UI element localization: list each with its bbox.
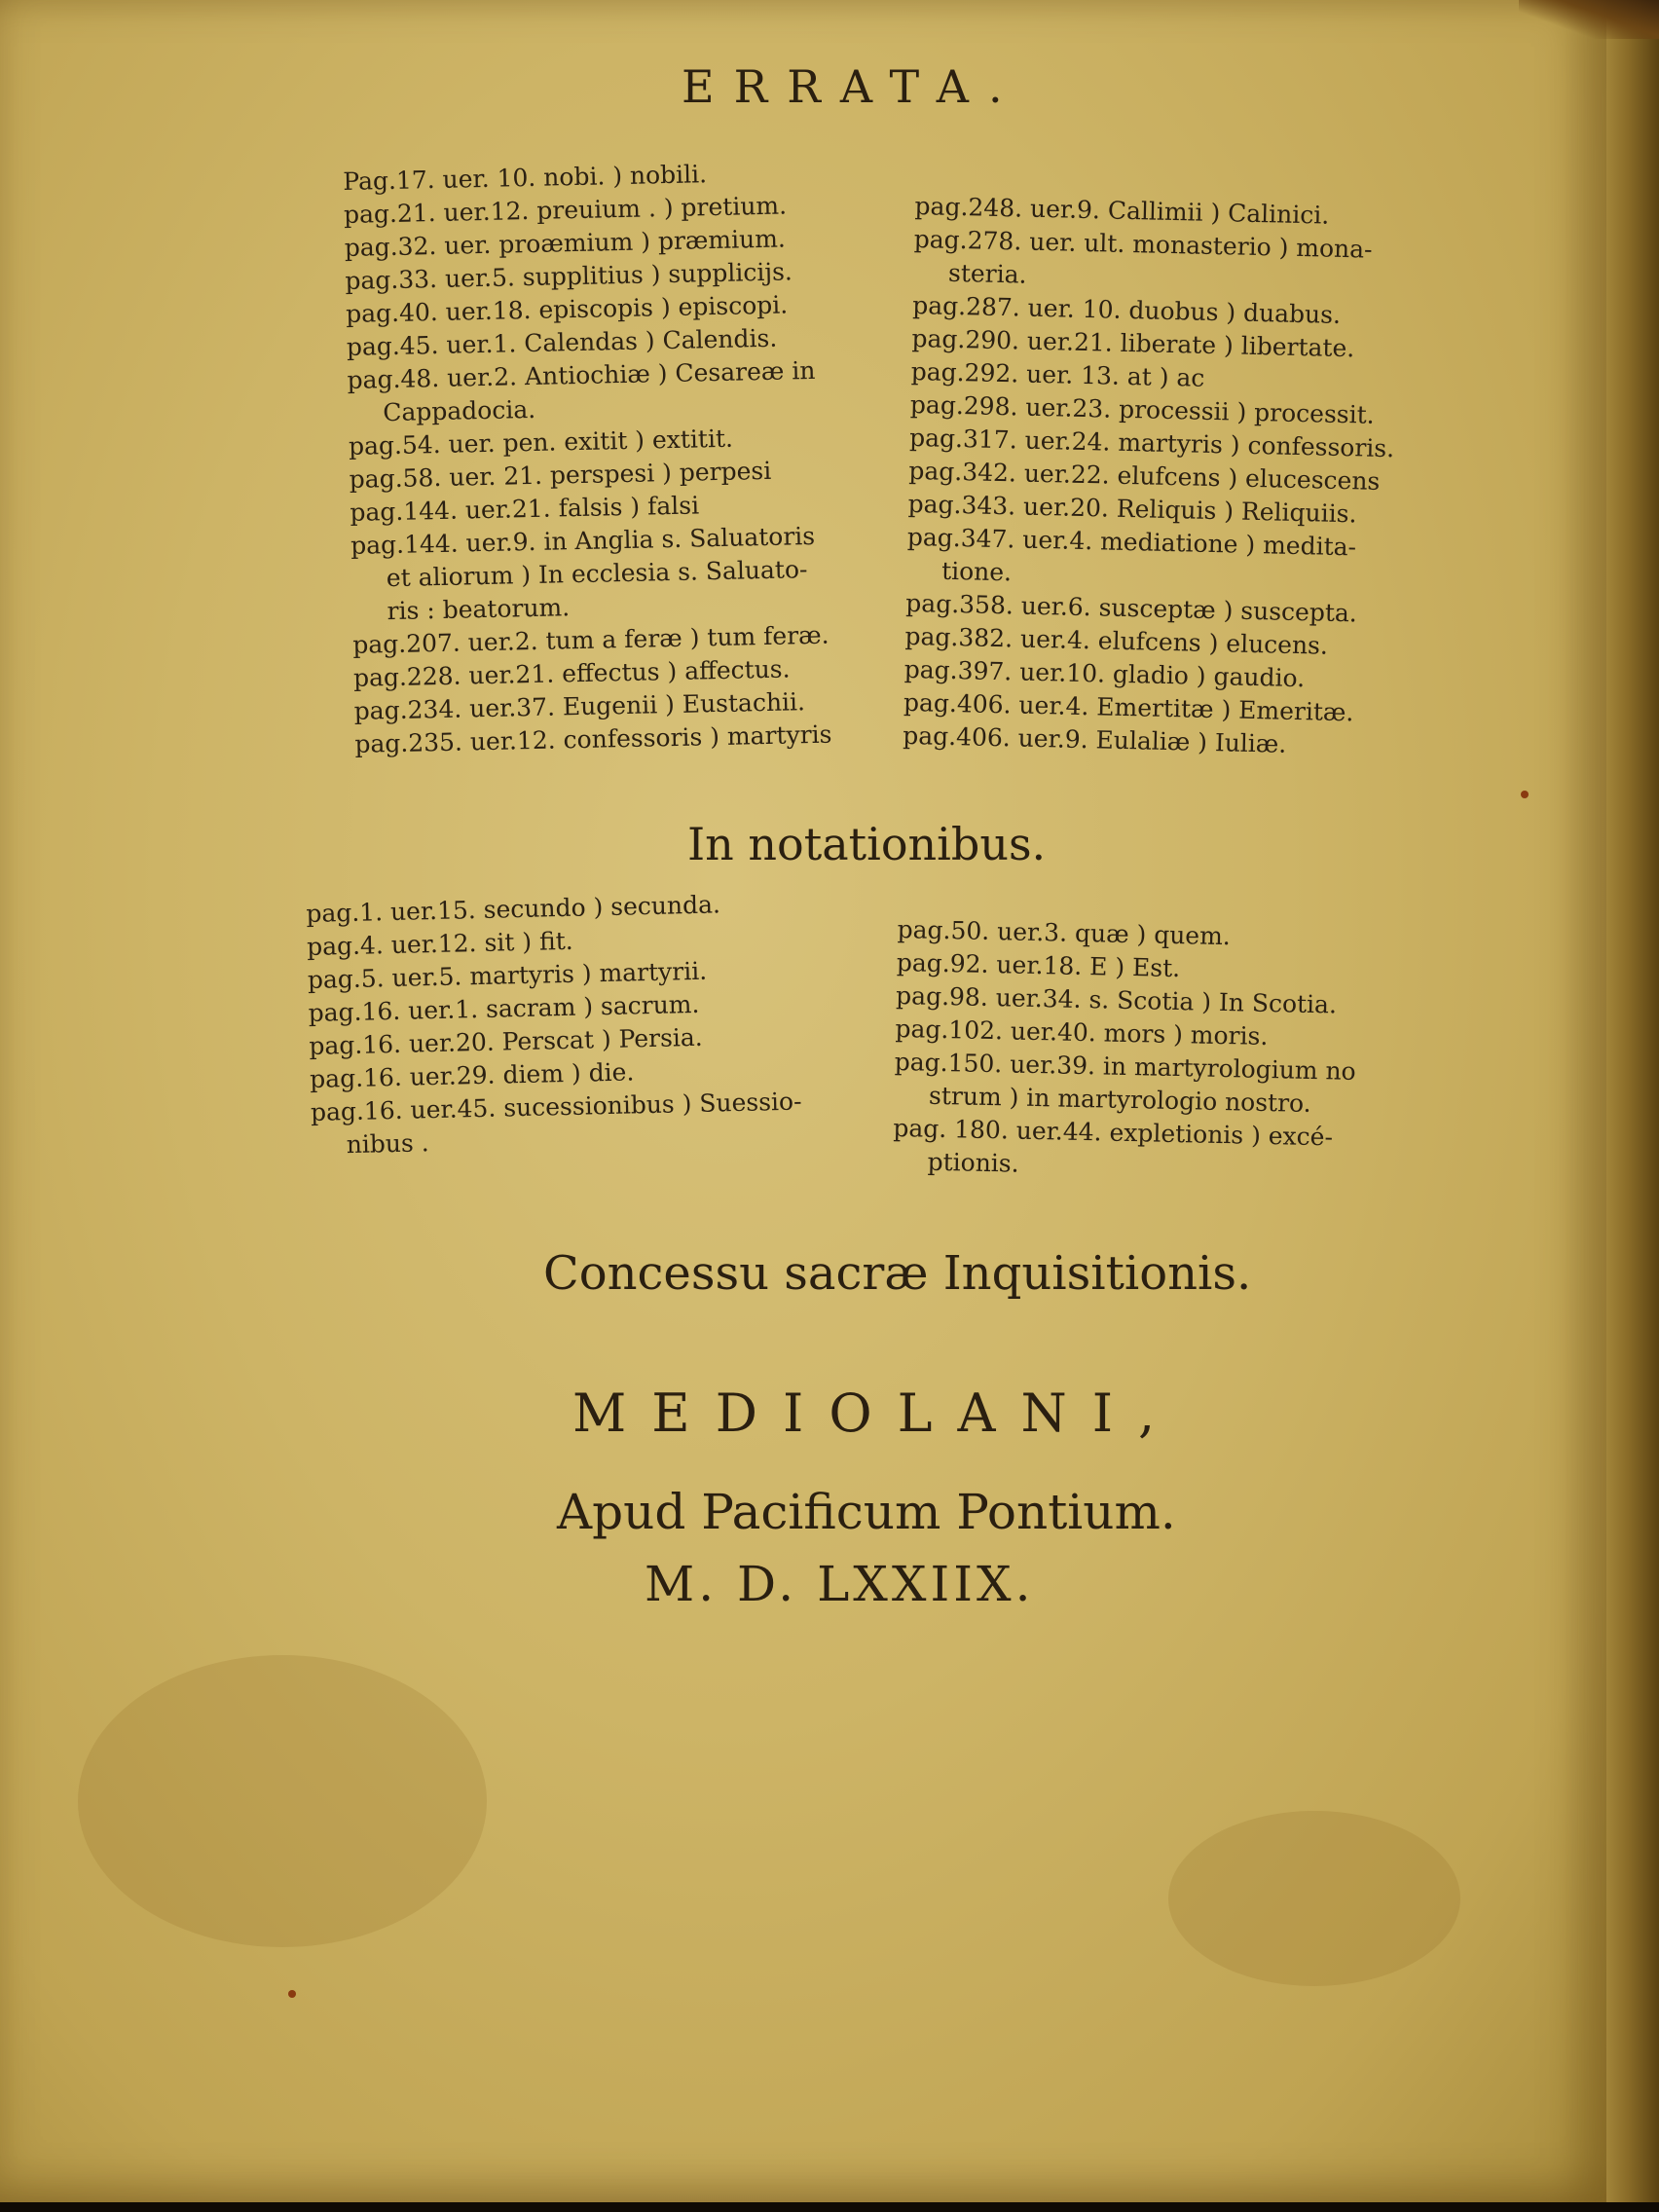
ink-spot	[1521, 791, 1529, 798]
notes-subheading: In notationibus.	[687, 818, 1047, 870]
erratum-entry: pag.16. uer.29. diem ) die.	[309, 1057, 635, 1093]
erratum-entry: pag.54. uer. pen. exitit ) extitit.	[348, 424, 734, 461]
erratum-continuation: nibus .	[346, 1128, 430, 1160]
erratum-entry: pag. 180. uer.44. expletionis ) excé-	[893, 1113, 1334, 1152]
erratum-continuation: et aliorum ) In ecclesia s. Saluato-	[386, 555, 808, 593]
erratum-entry: pag.290. uer.21. liberate ) libertate.	[911, 323, 1355, 363]
errata-right-column	[903, 190, 1499, 765]
erratum-entry: pag.98. uer.34. s. Scotia ) In Scotia.	[895, 980, 1338, 1019]
erratum-entry: pag.287. uer. 10. duobus ) duabus.	[911, 290, 1342, 329]
erratum-entry: pag.406. uer.9. Eulaliæ ) Iuliæ.	[902, 720, 1287, 758]
erratum-entry: pag.342. uer.22. elufcens ) elucescens	[908, 456, 1381, 496]
erratum-entry: Pag.17. uer. 10. nobi. ) nobili.	[343, 160, 708, 196]
erratum-entry: pag.4. uer.12. sit ) fit.	[306, 926, 574, 961]
erratum-entry: pag.144. uer.21. falsis ) falsi	[350, 491, 700, 527]
erratum-entry: pag.278. uer. ult. monasterio ) mona-	[913, 224, 1373, 264]
erratum-entry: pag.40. uer.18. episcopis ) episcopi.	[345, 290, 789, 328]
erratum-entry: pag.235. uer.12. confessoris ) martyris	[354, 719, 832, 758]
page-corner	[1519, 0, 1659, 39]
erratum-continuation: tione.	[940, 556, 1013, 587]
erratum-entry: pag.50. uer.3. quæ ) quem.	[897, 914, 1232, 951]
erratum-entry: pag.92. uer.18. E ) Est.	[896, 947, 1181, 983]
water-stain	[1168, 1811, 1460, 1986]
erratum-entry: pag.16. uer.45. sucessionibus ) Suessio-	[310, 1087, 802, 1126]
erratum-entry: pag.45. uer.1. Calendas ) Calendis.	[346, 323, 778, 361]
erratum-entry: pag.292. uer. 13. at ) ac	[910, 356, 1205, 392]
erratum-entry: pag.58. uer. 21. perspesi ) perpesi	[349, 456, 772, 494]
ink-spot	[288, 1990, 296, 1998]
errata-heading: ERRATA.	[682, 60, 1022, 113]
erratum-entry: pag.33. uer.5. supplitius ) supplicijs.	[345, 257, 793, 295]
notes-left-column	[306, 885, 876, 1162]
erratum-entry: pag.32. uer. proæmium ) præmium.	[344, 224, 787, 262]
erratum-continuation: ptionis.	[927, 1147, 1019, 1178]
erratum-entry: pag.347. uer.4. mediatione ) medita-	[906, 522, 1357, 562]
water-stain	[78, 1655, 487, 1947]
page-bottom-shadow	[0, 2202, 1659, 2212]
erratum-entry: pag.5. uer.5. martyris ) martyrii.	[307, 956, 708, 994]
erratum-entry: pag.16. uer.1. sacram ) sacrum.	[308, 989, 700, 1027]
erratum-continuation: steria.	[947, 258, 1027, 289]
erratum-entry: pag.228. uer.21. effectus ) affectus.	[352, 654, 791, 692]
page-edge	[1606, 0, 1659, 2202]
erratum-entry: pag.48. uer.2. Antiochiæ ) Cesareæ in	[347, 355, 816, 394]
erratum-entry: pag.207. uer.2. tum a feræ ) tum feræ.	[352, 620, 830, 659]
erratum-entry: pag.406. uer.4. Emertitæ ) Emeritæ.	[903, 687, 1354, 727]
erratum-entry: pag.358. uer.6. susceptæ ) suscepta.	[905, 588, 1358, 628]
notes-right-column	[892, 913, 1482, 1191]
erratum-entry: pag.21. uer.12. preuium . ) pretium.	[343, 191, 788, 229]
imprint-printer: Apud Pacificum Pontium.	[557, 1484, 1176, 1540]
erratum-continuation: strum ) in martyrologio nostro.	[928, 1081, 1311, 1118]
erratum-entry: pag.317. uer.24. martyris ) confessoris.	[908, 423, 1395, 463]
erratum-entry: pag.144. uer.9. in Anglia s. Saluatoris	[350, 521, 816, 560]
erratum-continuation: Cappadocia.	[383, 394, 536, 427]
erratum-entry: pag.150. uer.39. in martyrologium no	[894, 1047, 1356, 1086]
erratum-entry: pag.382. uer.4. elufcens ) elucens.	[904, 621, 1329, 660]
erratum-entry: pag.397. uer.10. gladio ) gaudio.	[903, 654, 1306, 693]
erratum-entry: pag.234. uer.37. Eugenii ) Eustachii.	[353, 687, 806, 725]
errata-left-column	[343, 154, 901, 761]
erratum-entry: pag.248. uer.9. Callimii ) Calinici.	[914, 191, 1330, 230]
erratum-continuation: ris : beatorum.	[387, 593, 571, 626]
erratum-entry: pag.343. uer.20. Reliquis ) Reliquiis.	[907, 489, 1357, 529]
erratum-entry: pag.1. uer.15. secundo ) secunda.	[306, 890, 721, 928]
erratum-entry: pag.102. uer.40. mors ) moris.	[895, 1014, 1269, 1051]
imprint-year: M. D. LXXIIX.	[645, 1556, 1035, 1612]
erratum-entry: pag.16. uer.20. Perscat ) Persia.	[309, 1022, 703, 1060]
imprint-city: MEDIOLANI,	[572, 1382, 1181, 1444]
erratum-entry: pag.298. uer.23. processii ) processit.	[909, 389, 1375, 429]
imprimatur-line: Concessu sacræ Inquisitionis.	[543, 1246, 1252, 1301]
